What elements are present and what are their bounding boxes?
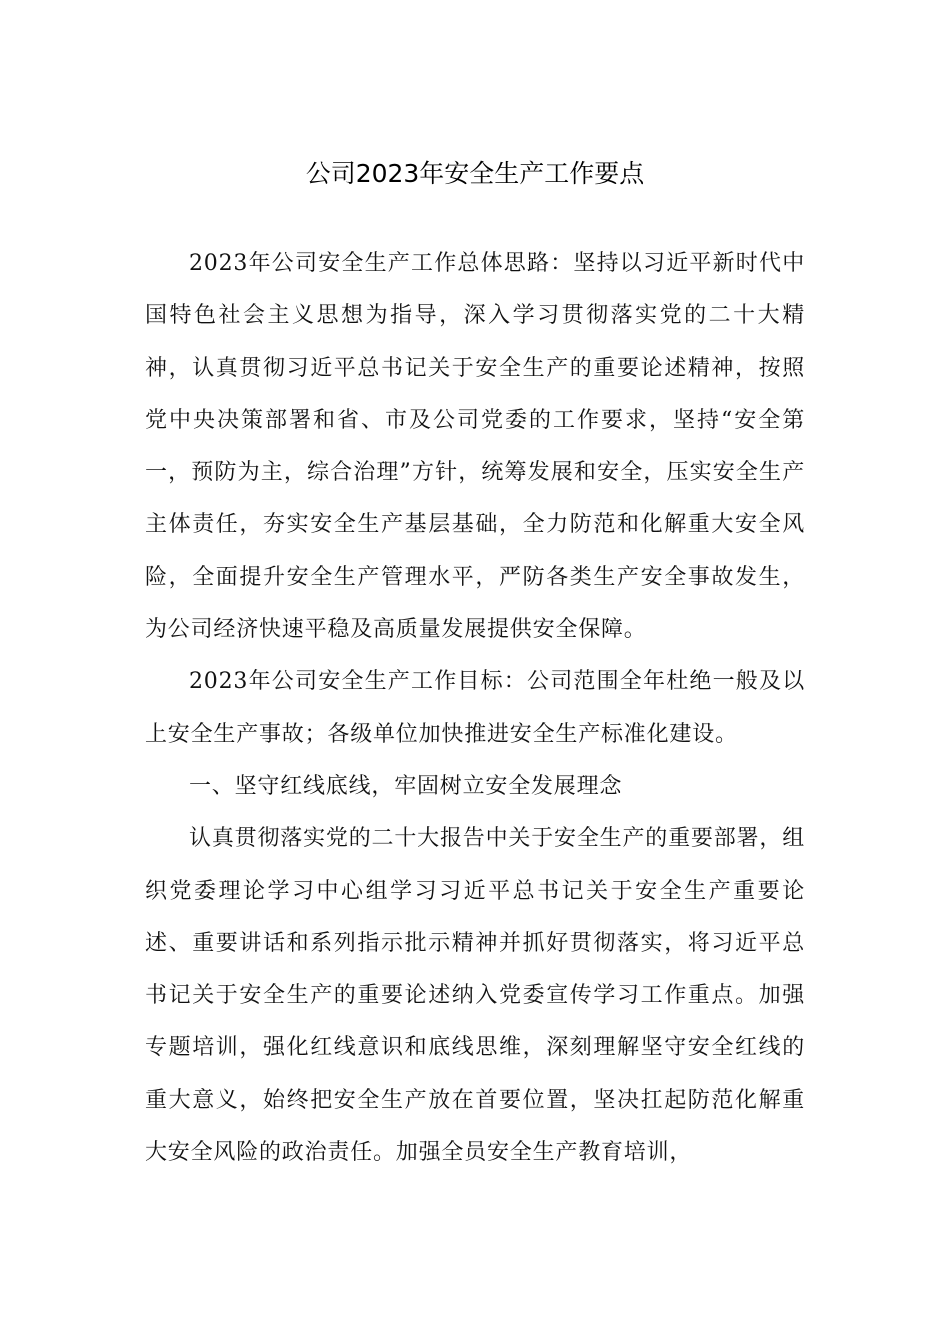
paragraph-work-goals: 2023年公司安全生产工作目标：公司范围全年杜绝一般及以上安全生产事故；各级单位加快推进安全生产标准化建设。 xyxy=(145,669,805,747)
document-body xyxy=(145,238,805,1179)
paragraph-section-1: 认真贯彻落实党的二十大报告中关于安全生产的重要部署，组织党委理论学习中心组学习习近平总书记关于安全生产重要论述、重要讲话和系列指示批示精神并抓好贯彻落实，将习近平总书记关于安全生产的重要论述纳入党委宣传学习工作重点。加强专题培训，强化红线意识和底线思维，深刻理解坚守安全红线的重大意义，始终把安全生产放在首要位置，坚决扛起防范化解重大安全风险的政治责任。加强全员安全生产教育培训， xyxy=(145,826,805,1166)
paragraph-overall-approach: 2023年公司安全生产工作总体思路：坚持以习近平新时代中国特色社会主义思想为指导，深入学习贯彻落实党的二十大精神，认真贯彻习近平总书记关于安全生产的重要论述精神，按照党中央决策部署和省、市及公司党委的工作要求，坚持“安全第一，预防为主，综合治理”方针，统筹发展和安全，压实安全生产主体责任，夯实安全生产基层基础，全力防范和化解重大安全风险，全面提升安全生产管理水平，严防各类生产安全事故发生，为公司经济快速平稳及高质量发展提供安全保障。 xyxy=(145,251,805,643)
section-heading-1: 一、坚守红线底线，牢固树立安全发展理念 xyxy=(189,773,623,799)
document-title: 公司2023年安全生产工作要点 xyxy=(305,159,645,188)
